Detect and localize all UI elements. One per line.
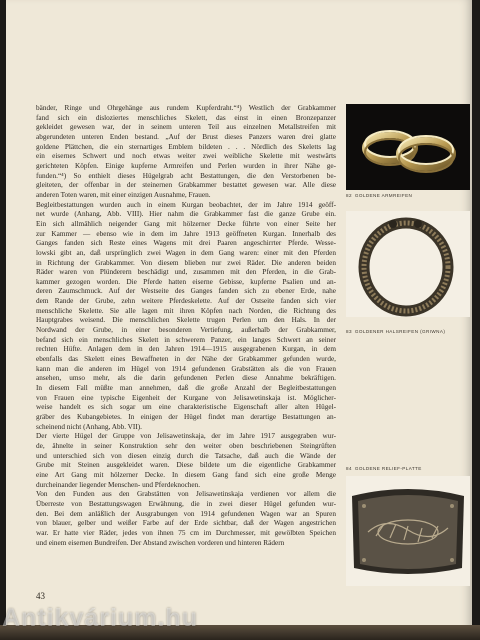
book-page	[6, 0, 472, 632]
text-line: Überreste von Bestattungswagen Erwähnung, die in zwei dieser Hügel gefunden wur-	[36, 499, 336, 508]
figure-83-caption	[346, 329, 466, 335]
text-line: goldene Plättchen, die ein sternartiges Emblem bildeten . . . Nördlich des Skeletts lag	[36, 142, 336, 151]
gold-bracelets-photo	[346, 104, 470, 190]
figure-82-caption	[346, 193, 466, 199]
text-line: de, ähnelte in seiner Konstruktion sehr den weiter oben beschriebenen Steingrüften	[36, 441, 336, 450]
caption-text: GOLDENE ARMREIFEN	[354, 193, 413, 198]
page-number: 43	[36, 591, 45, 601]
figure-82-image	[346, 104, 470, 190]
text-line: durcheinander liegender Menschen- und Pferdeknochen.	[36, 480, 201, 489]
figure-number: 82	[346, 193, 352, 198]
text-line: deren Zaumschmuck. Auf der Westseite des Ganges fanden sich zu ebener Erde, nahe	[36, 287, 336, 296]
text-line: lowski gibt an, daß ursprünglich zwei Wagen in dem Gang waren: einer mit den Pferden	[36, 248, 336, 257]
text-line: funden.“⁴) So enthielt dieses Hügelgrab acht Bestattungen, die den Verstorbenen be-	[36, 171, 336, 180]
text-line: bänder, Ringe und Ohrgehänge aus rundem Kupferdraht.“⁴) Westlich der Grabkammer	[36, 104, 336, 112]
text-line: Ein sich allmählich neigender Gang mit hölzerner Decke führte von einer Seite her	[36, 219, 336, 228]
figure-83-image	[346, 211, 470, 317]
text-line: gräber des Kubangebietes. In einigen der Hügel findet man derartige Bestattungen an-	[36, 413, 336, 421]
figure-84-caption	[346, 466, 466, 472]
text-line: Räder waren von Plünderern beschädigt und, zusammen mit den Pferden, in die Grab-	[36, 268, 336, 277]
text-line: ebenfalls das Skelett eines Bewaffneten in der Nähe der Grabkammer gefunden wurde,	[36, 355, 336, 364]
figure-number: 83	[346, 329, 352, 334]
gold-torc-photo	[346, 211, 470, 317]
text-line: In diesem Fall müßte man annehmen, daß die große Anzahl der Begleitbestattungen	[36, 384, 336, 393]
text-line: gerichteten Köpfen. Einige kupferne Armreifen und Perlen wurden in ihrer Nähe ge-	[36, 161, 336, 170]
text-line: eine Art Gang mit hölzerner Decke. In diesem Gang fand sich eine große Menge	[36, 470, 336, 479]
text-line: von blauer, gelber und weißer Farbe auf der Erde sichtbar, daß der Wagen angestrichen	[36, 519, 336, 528]
text-line: in Richtung der Grabkammer. Von diesem blieben nur zwei Räder. Die anderen beiden	[36, 258, 336, 267]
figure-number: 84	[346, 466, 352, 471]
text-line: net wurde (Anhang, Abb. VIII). Hier nahm die Grabkammer fast die ganze Grube ein.	[36, 210, 336, 219]
text-line: Grube mit Steinen ausgekleidet waren. Diese bildete um die eigentliche Grabkammer	[36, 461, 336, 470]
text-line: rechten Hüfte. Anlagen dem in den Jahren 1914—1915 ausgegrabenen Kurgan, in dem	[36, 345, 336, 354]
text-line: weise handelt es sich sogar um eine charakteristische Eigenschaft aller alten Hügel-	[36, 403, 336, 412]
body-text-column	[36, 104, 336, 548]
gold-relief-plate-photo	[346, 476, 470, 586]
text-line: den. Bei dem anläßlich der Ausgrabungen von 1914 gefundenen Wagen war an Spuren	[36, 509, 336, 518]
text-line: kammer gezogen worden. Die Pferde hatten eiserne Gebisse, kupferne Psalien und an-	[36, 277, 336, 286]
caption-text: GOLDENE RELIEF-PLATTE	[354, 466, 422, 471]
text-line: und unterschied sich von diesen einzig durch die Tatsache, daß auch die Wände der	[36, 451, 336, 460]
text-line: gleiteten, der offenbar in der steinernen Grabkammer bestattet gewesen war. Alle diese	[36, 181, 336, 190]
figure-84-image	[346, 476, 470, 586]
text-line: abgerundeten unteren Enden bestand. „Auf der Brust dieses Panzers waren drei glatte	[36, 132, 336, 141]
text-line: Von den Funden aus den Grabstätten von Jelisawetinskaja verdienen vor allem die	[36, 490, 336, 499]
text-line: scheinend nicht (Anhang, Abb. VII).	[36, 422, 142, 431]
text-line: befand sich ein menschliches Skelett in schwerem Panzer, ein langes Schwert an seiner	[36, 335, 336, 344]
text-line: kann man die anderen im Hügel von 1914 gefundenen Grabstätten als die von Frauen	[36, 364, 336, 373]
watermark: Antikvárium.hu	[2, 604, 198, 632]
text-line: menschliche Skelette. Sie alle lagen mit ihren Köpfen nach Norden, die Richtung des	[36, 306, 336, 315]
caption-text: GOLDENER HALSREIFEN (GRIWNA)	[354, 329, 446, 334]
text-line: gekleidet gewesen war, der in seinem unteren Teil aus einzelnen Metallstreifen mit	[36, 123, 336, 132]
text-line: war. Er hatte vier Räder, jedes von ihnen 75 cm im Durchmesser, mit gewölbten Speichen	[36, 528, 336, 537]
text-line: Begleitbestattungen wurden auch in einem Kurgan beobachtet, der im Jahre 1914 geöff-	[36, 200, 336, 209]
text-line: und einem eisernen Bundreifen. Der Abstand zwischen vorderen und hinteren Rädern	[36, 538, 285, 547]
text-line: fand sich ein disloziertes menschliches Skelett, das einst in einen Bronzepanzer	[36, 113, 336, 122]
text-line: Hauptgrabes weisend. Die menschlichen Skelette trugen Perlen um den Hals. In der	[36, 316, 336, 325]
text-line: ansehen, umso mehr, als die darin gefundenen Perlen diese Annahme bekräftigen.	[36, 374, 336, 383]
text-line: Ganges fanden sich Reste eines Wagens mit drei Paaren angeschirrter Pferde. Wesse-	[36, 239, 336, 248]
text-line: Nordwand der Grube, in einer besonderen Vertiefung, außerhalb der Grabkammer,	[36, 326, 336, 335]
text-line: dem Rande der Grube, zehn weitere Pferdeskelette. Auf der Ostseite fanden sich vier	[36, 297, 336, 306]
text-line: anderen Toten waren, mit einer einzigen Ausnahme, Frauen.	[36, 190, 211, 199]
text-line: zur Kammer — ebenso wie in dem im Jahre 1913 geöffneten Kurgan. Innerhalb des	[36, 229, 336, 238]
text-line: von Frauen eine typische Eigenheit der Kurgane von Jelisawetinskaja ist. Möglicher-	[36, 393, 336, 402]
text-line: Der vierte Hügel der Gruppe von Jelisawetinskaja, der im Jahre 1917 ausgegraben wur-	[36, 432, 336, 441]
text-line: ein eisernes Schwert und noch etwas weiter zwei weibliche Skelette mit westwärts	[36, 152, 336, 161]
